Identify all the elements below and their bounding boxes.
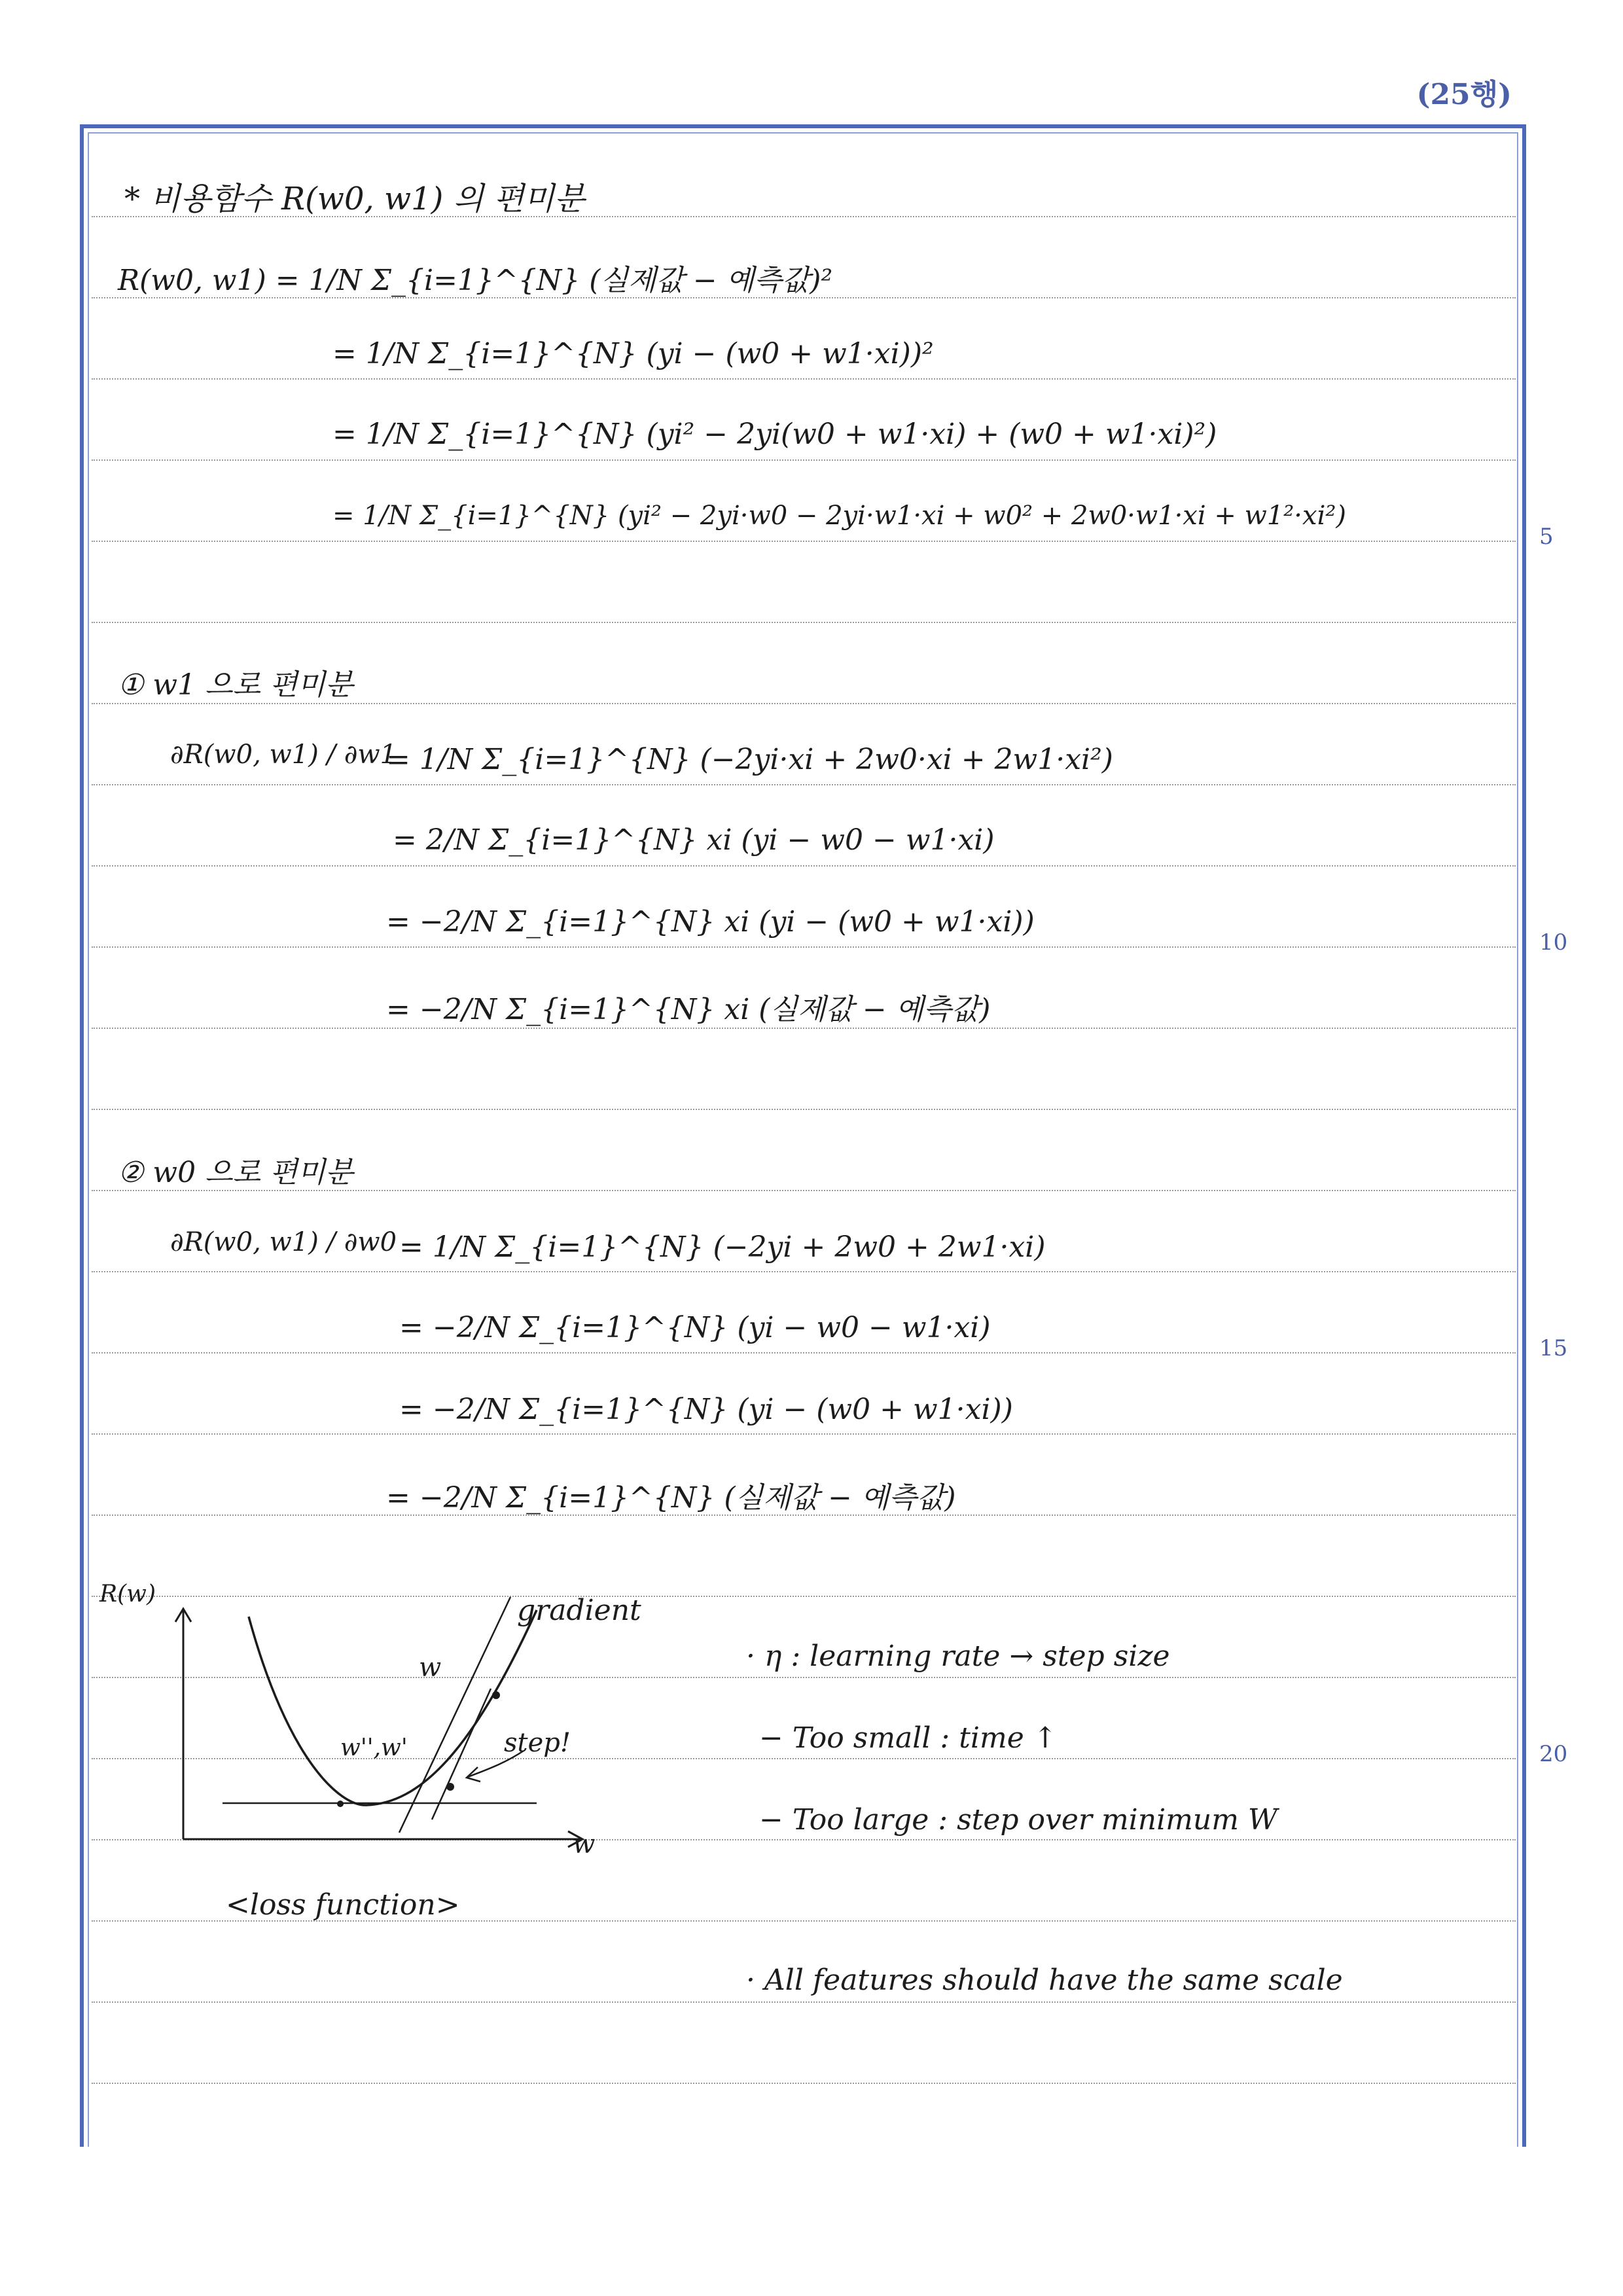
rule-line [92,1109,1516,1110]
graph-step-label: step! [504,1728,571,1758]
bullet-same-scale: · All features should have the same scale [746,1964,1343,1997]
bullet-learning-rate: · η : learning rate → step size [746,1640,1170,1673]
rule-line [92,1028,1516,1029]
section1-line-1: = 1/N Σ_{i=1}^{N} (−2yi·xi + 2w0·xi + 2w1·xi²) [386,743,1113,776]
section1-lhs: ∂R(w0, w1) / ∂w1 [170,740,397,770]
rule-line [92,1352,1516,1354]
line-number: 10 [1539,929,1568,956]
rule-line [92,2083,1516,2084]
cost-line-4: = 1/N Σ_{i=1}^{N} (yi² − 2yi·w0 − 2yi·w1·xi + w0² + 2w0·w1·xi + w1²·xi²) [332,501,1347,531]
rule-line [92,1433,1516,1435]
section2-title: ② w0 으로 편미분 [118,1156,353,1189]
loss-curve [249,1610,537,1805]
point-minimum [337,1801,344,1807]
bullet-too-small: − Too small : time ↑ [759,1721,1058,1755]
section1-line-4: = −2/N Σ_{i=1}^{N} xi (실제값 − 예측값) [386,993,991,1026]
graph-w-label: w [419,1653,442,1683]
note-title: * 비용함수 R(w0, w1) 의 편미분 [124,181,585,217]
rule-line [92,459,1516,461]
point-w-next [446,1783,454,1791]
rule-line [92,1271,1516,1272]
rule-line [92,2001,1516,2003]
line-number: 20 [1539,1741,1568,1767]
point-w [492,1691,500,1699]
section2-line-3: = −2/N Σ_{i=1}^{N} (yi − (w0 + w1·xi)) [399,1393,1013,1426]
line-number: 15 [1539,1335,1568,1361]
graph-gradient-label: gradient [517,1594,641,1627]
page-label: (25행) [1416,78,1512,111]
gradient-line [399,1597,510,1833]
rule-line [92,703,1516,704]
cost-line-2: = 1/N Σ_{i=1}^{N} (yi − (w0 + w1·xi))² [332,337,934,370]
rule-line [92,541,1516,542]
cost-line-3: = 1/N Σ_{i=1}^{N} (yi² − 2yi(w0 + w1·xi) + (w0 + w1·xi)²) [332,418,1217,451]
bullet-too-large: − Too large : step over minimum W [759,1803,1278,1837]
rule-line [92,784,1516,785]
graph-w-next-label: w'',w' [340,1734,408,1761]
section2-line-1: = 1/N Σ_{i=1}^{N} (−2yi + 2w0 + 2w1·xi) [399,1230,1046,1264]
graph-caption: <loss function> [226,1888,460,1922]
section1-line-3: = −2/N Σ_{i=1}^{N} xi (yi − (w0 + w1·xi)) [386,905,1035,939]
rule-line [92,865,1516,867]
line-number: 5 [1539,524,1554,550]
tangent-line [432,1689,491,1820]
graph-x-label: w [573,1829,596,1859]
section1-title: ① w1 으로 편미분 [118,668,353,702]
graph-y-label: R(w) [99,1581,156,1607]
rule-line [92,622,1516,623]
section2-line-2: = −2/N Σ_{i=1}^{N} (yi − w0 − w1·xi) [399,1311,991,1344]
rule-line [92,378,1516,380]
cost-line-1: R(w0, w1) = 1/N Σ_{i=1}^{N} (실제값 − 예측값)² [118,264,833,297]
section1-line-2: = 2/N Σ_{i=1}^{N} xi (yi − w0 − w1·xi) [393,823,995,857]
section2-lhs: ∂R(w0, w1) / ∂w0 [170,1227,397,1257]
rule-line [92,946,1516,948]
section2-line-4: = −2/N Σ_{i=1}^{N} (실제값 − 예측값) [386,1481,956,1515]
